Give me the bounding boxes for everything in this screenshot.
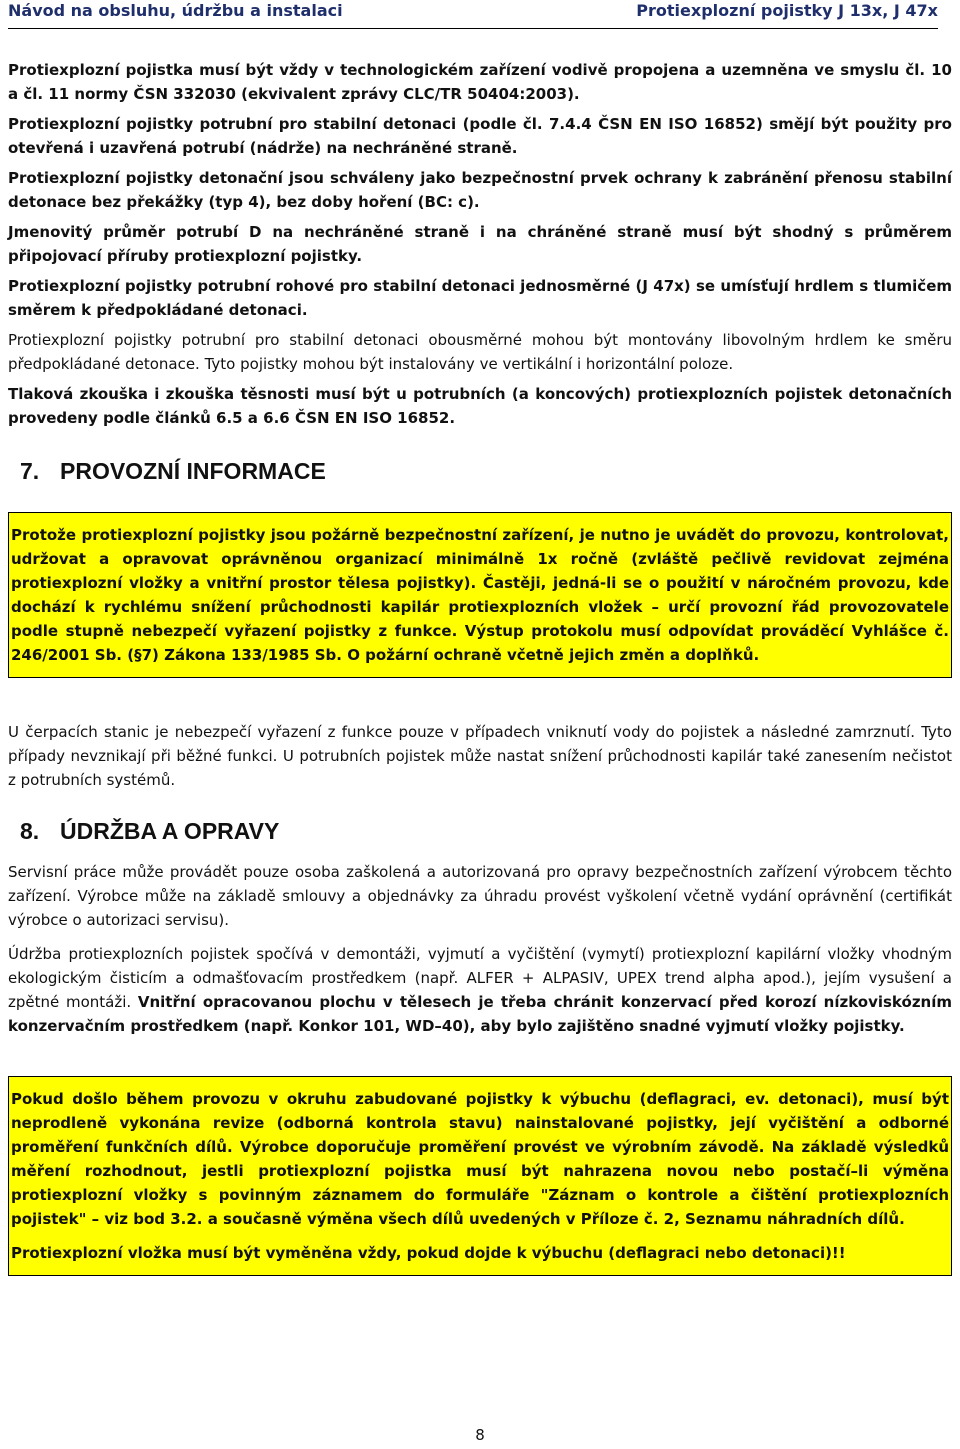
- explosion-revision-text: Pokud došlo během provozu v okruhu zabudované pojistky k výbuchu (deflagraci, ev. detonaci), musí být neprodleně vykonána revize (odborná kontrola stavu) nainstalované pojistky, její vyčištění a odborné proměření funkčních dílů. Výrobce doporučuje proměření provést ve výrobním závodě. Na základě výsledků měření rozhodnout, jestli protiexplozní pojistka musí být nahrazena novou nebo postačí–li výměna protiexplozní vložky s povinným záznamem do formuláře "Záznam o kontrole a čištění protiexplozních pojistek" – viz bod 3.2. a současně výměna všech dílů uvedených v Příloze č. 2, Seznamu náhradních dílů.: [11, 1090, 949, 1228]
- section-8-heading: [20, 816, 952, 846]
- insert-replacement-text: Protiexplozní vložka musí být vyměněna vždy, pokud dojde k výbuchu (deflagraci nebo detonaci)!!: [11, 1244, 846, 1262]
- operation-warning-box: [8, 512, 952, 678]
- paragraph-detonation-approval: Protiexplozní pojistky detonační jsou schváleny jako bezpečnostní prvek ochrany k zabránění přenosu stabilní detonace bez překážky (typ 4), bez doby hoření (BC: c).: [8, 169, 952, 211]
- section-7-title: PROVOZNÍ INFORMACE: [60, 458, 326, 484]
- maintenance-text: Údržba protiexplozních pojistek spočívá v demontáži, vyjmutí a vyčištění (vymytí) protiexplozní kapilární vložky vhodným ekologickým čisticím a odmašťovacím prostředkem (např. ALFER + ALPASIV, UPEX trend alpha apod.), jejím vysušení a zpětné montáži.: [8, 945, 952, 1011]
- paragraph-service-work: Servisní práce může provádět pouze osoba zaškolená a autorizovaná pro opravy bezpečnostních zařízení výrobcem těchto zařízení. Výrobce může na základě smlouvy a objednávky za úhradu provést vyškolení včetně vydání oprávnění (certifikát výrobce o autorizaci servisu).: [8, 863, 952, 929]
- page-content: [8, 58, 952, 1276]
- paragraph-maintenance: [8, 942, 952, 1038]
- header-left-title: Návod na obsluhu, údržbu a instalaci: [8, 1, 343, 20]
- paragraph-pressure-test: Tlaková zkouška i zkouška těsnosti musí být u potrubních (a koncových) protiexplozních pojistek detonačních provedeny podle článků 6.5 a 6.6 ČSN EN ISO 16852.: [8, 385, 952, 427]
- maintenance-bold-text: Vnitřní opracovanou plochu v tělesech je třeba chránit konzervací před korozí nízkoviskózním konzervačním prostředkem (např. Konkor 101, WD–40), aby bylo zajištěno snadné vyjmutí vložky pojistky.: [8, 993, 952, 1035]
- section-7-heading: [20, 456, 952, 486]
- paragraph-nominal-diameter: Jmenovitý průměr potrubí D na nechráněné straně i na chráněné straně musí být shodný s průměrem připojovací příruby protiexplozní pojistky.: [8, 223, 952, 265]
- paragraph-bidirectional: Protiexplozní pojistky potrubní pro stabilní detonaci obousměrné mohou být montovány libovolným hrdlem ke směru předpokládané detonace. Tyto pojistky mohou být instalovány ve vertikální i horizontální poloze.: [8, 331, 952, 373]
- paragraph-pump-stations: U čerpacích stanic je nebezpečí vyřazení z funkce pouze v případech vniknutí vody do pojistek a následné zamrznutí. Tyto případy nevznikají při běžné funkci. U potrubních pojistek může nastat snížení průchodnosti kapilár také zanesením nečistot z potrubních systémů.: [8, 723, 952, 789]
- page-number: 8: [475, 1426, 485, 1444]
- explosion-revision-box: [8, 1076, 952, 1276]
- section-7-number: 7.: [20, 458, 40, 484]
- section-8-number: 8.: [20, 818, 40, 844]
- operation-warning-text: Protože protiexplozní pojistky jsou požárně bezpečnostní zařízení, je nutno je uvádět do provozu, kontrolovat, udržovat a opravovat oprávněnou organizací minimálně 1x ročně (zvláště pečlivě revidovat zejména protiexplozní vložky a vnitřní prostor tělesa pojistky). Častěji, jedná-li se o použití v náročném provozu, kde dochází k rychlému snížení průchodnosti kapilár protiexplozních vložek – určí provozní řád provozovatele podle stupně nebezpečí vyřazení pojistky z funkce. Výstup protokolu musí odpovídat prováděcí Vyhlášce č. 246/2001 Sb. (§7) Zákona 133/1985 Sb. O požární ochraně včetně jejich změn a doplňků.: [11, 526, 949, 664]
- section-8-title: ÚDRŽBA A OPRAVY: [60, 818, 280, 844]
- paragraph-corner-unidirectional: Protiexplozní pojistky potrubní rohové pro stabilní detonaci jednosměrné (J 47x) se umísťují hrdlem s tlumičem směrem k předpokládané detonaci.: [8, 277, 952, 319]
- header-right-title: Protiexplozní pojistky J 13x, J 47x: [636, 1, 938, 20]
- paragraph-grounding: Protiexplozní pojistka musí být vždy v technologickém zařízení vodivě propojena a uzemněna ve smyslu čl. 10 a čl. 11 normy ČSN 332030 (ekvivalent zprávy CLC/TR 50404:2003).: [8, 61, 952, 103]
- page-header: [8, 0, 938, 29]
- paragraph-stable-detonation-usage: Protiexplozní pojistky potrubní pro stabilní detonaci (podle čl. 7.4.4 ČSN EN ISO 16852) smějí být použity pro otevřená i uzavřená potrubí (nádrže) na nechráněné straně.: [8, 115, 952, 157]
